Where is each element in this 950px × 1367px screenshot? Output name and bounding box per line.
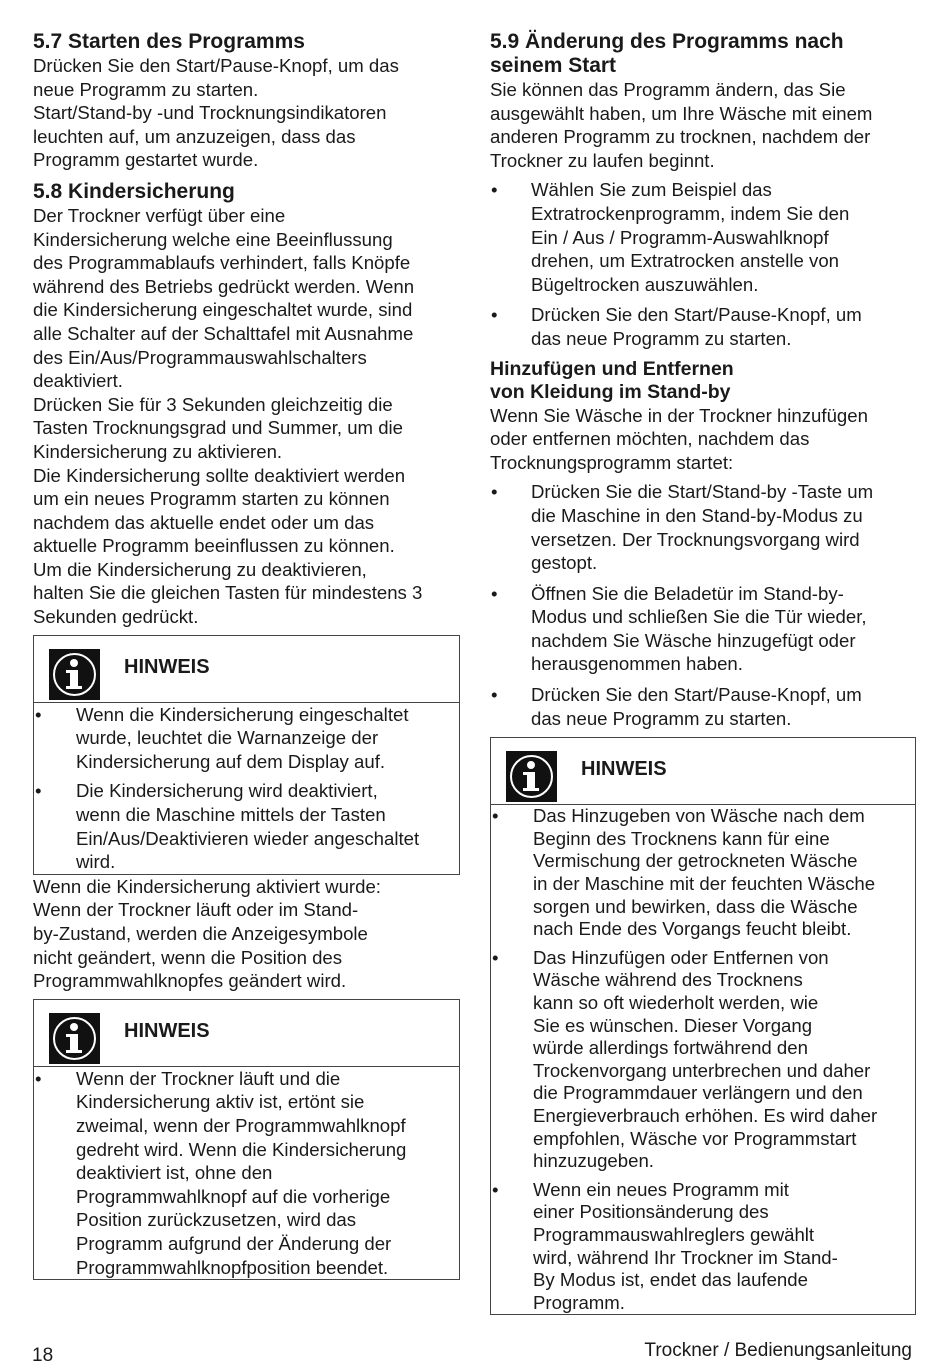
note-title: HINWEIS — [581, 758, 667, 781]
hinzufuegen-list — [490, 480, 916, 730]
note-header — [34, 636, 459, 703]
note-header — [491, 738, 915, 805]
section-5-9-list — [490, 178, 916, 350]
right-column — [490, 30, 916, 1315]
info-icon — [49, 649, 100, 700]
list-item: • Wählen Sie zum Beispiel das Extratrockenprogramm, indem Sie den Ein / Aus / Programm-Auswahlknopf drehen, um Extratrocken anstelle von Bügeltrocken auszuwählen. — [491, 179, 850, 295]
info-icon — [506, 751, 557, 802]
info-icon — [49, 1013, 100, 1064]
section-text-5-7: Drücken Sie den Start/Pause-Knopf, um das neue Programm zu starten. Start/Stand-by -und Trocknungsindikatoren leuchten auf, um anzuzeigen, dass das Programm gestartet wurde. — [33, 55, 399, 171]
note-box-3 — [490, 737, 916, 1315]
page-number: 18 — [32, 1345, 54, 1366]
document-title: Trockner / Bedienungsanleitung — [644, 1340, 912, 1361]
subsection-text-hinzufuegen: Wenn Sie Wäsche in der Trockner hinzufügen oder entfernen möchten, nachdem das Trocknungsprogramm startet: — [490, 404, 868, 473]
section-heading-5-7: 5.7 Starten des Programms — [33, 30, 305, 53]
list-item: • Die Kindersicherung wird deaktiviert, wenn die Maschine mittels der Tasten Ein/Aus/Deaktivieren wieder angeschaltet wird. — [35, 780, 420, 873]
list-item: • Drücken Sie die Start/Stand-by -Taste um die Maschine in den Stand-by-Modus zu versetzen. Der Trocknungsvorgang wird gestopt. — [491, 481, 874, 574]
left-column — [33, 30, 460, 1280]
list-item: • Das Hinzufügen oder Entfernen von Wäsche während des Trocknens kann so oft wiederholt werden, wie Sie es wünschen. Dieser Vorgang würde allerdings fortwährend den Trockenvorgang unterbrechen und daher die Programmdauer verlängern und den Energieverbrauch erhöhen. Es wird daher empfohlen, Wäsche vor Programmstart hinzuzugeben. — [492, 946, 878, 1172]
list-item: • Drücken Sie den Start/Pause-Knopf, um das neue Programm zu starten. — [491, 304, 862, 349]
note-box-1 — [33, 635, 460, 875]
note-list — [34, 703, 459, 874]
list-item: • Wenn die Kindersicherung eingeschaltet wurde, leuchtet die Warnanzeige der Kindersicherung auf dem Display auf. — [35, 703, 409, 772]
list-item: • Wenn ein neues Programm mit einer Positionsänderung des Programmauswahlreglers gewählt wird, während Ihr Trockner im Stand- By Modus ist, endet das laufende Programm. — [492, 1178, 838, 1313]
note-title: HINWEIS — [124, 1019, 210, 1042]
list-item: • Wenn der Trockner läuft und die Kindersicherung aktiv ist, ertönt sie zweimal, wenn der Programmwahlknopf gedreht wird. Wenn die Kindersicherung deaktiviert ist, ohne den Programmwahlknopf auf die vorherige Position zurückzusetzen, wird das Programm aufgrund der Änderung der Programmwahlknopfposition beendet. — [35, 1067, 407, 1278]
list-item: • Öffnen Sie die Beladetür im Stand-by- Modus und schließen Sie die Tür wieder, nachdem Sie Wäsche hinzugefügt oder herausgenommen haben. — [491, 582, 867, 675]
list-item: • Das Hinzugeben von Wäsche nach dem Beginn des Trocknens kann für eine Vermischung der getrockneten Wäsche in der Maschine mit der feuchten Wäsche sorgen und bewirken, dass die Wäsche nach Ende des Vorgangs feucht bleibt. — [492, 805, 876, 940]
list-item: • Drücken Sie den Start/Pause-Knopf, um das neue Programm zu starten. — [491, 684, 862, 729]
paragraph-after-note: Wenn die Kindersicherung aktiviert wurde: Wenn der Trockner läuft oder im Stand- by-Zustand, werden die Anzeigesymbole nicht geändert, wenn die Position des Programmwahlknopfes geändert wird. — [33, 875, 381, 992]
section-heading-5-8: 5.8 Kindersicherung — [33, 179, 235, 203]
section-text-5-8: Der Trockner verfügt über eine Kindersicherung welche eine Beeinflussung des Programmablaufs verhindert, falls Knöpfe während des Betriebs gedrückt werden. Wenn die Kindersicherung eingeschaltet wurde, sind alle Schalter auf der Schalttafel mit Ausnahme des Ein/Aus/Programmauswahlschalters deaktiviert. Drücken Sie für 3 Sekunden gleichzeitig die Tasten Trocknungsgrad und Summer, um die Kindersicherung zu aktivieren. Die Kindersicherung sollte deaktiviert werden um ein neues Programm starten zu können nachdem das aktuelle endet oder um das aktuelle Programm beeinflussen zu können. Um die Kindersicherung zu deaktivieren, halten Sie die gleichen Tasten für mindestens 3 Sekunden gedrückt. — [33, 204, 423, 628]
section-heading-5-9: 5.9 Änderung des Programms nach seinem Start — [490, 30, 844, 77]
note-title: HINWEIS — [124, 655, 210, 678]
note-list — [34, 1067, 459, 1279]
note-list — [491, 805, 915, 1314]
note-header — [34, 1000, 459, 1067]
note-box-2 — [33, 999, 460, 1280]
subheading-hinzufuegen: Hinzufügen und Entfernen von Kleidung im Stand-by — [490, 357, 734, 403]
section-text-5-9: Sie können das Programm ändern, das Sie ausgewählt haben, um Ihre Wäsche mit einem anderen Programm zu trocknen, nachdem der Trockner zu laufen beginnt. — [490, 79, 873, 171]
